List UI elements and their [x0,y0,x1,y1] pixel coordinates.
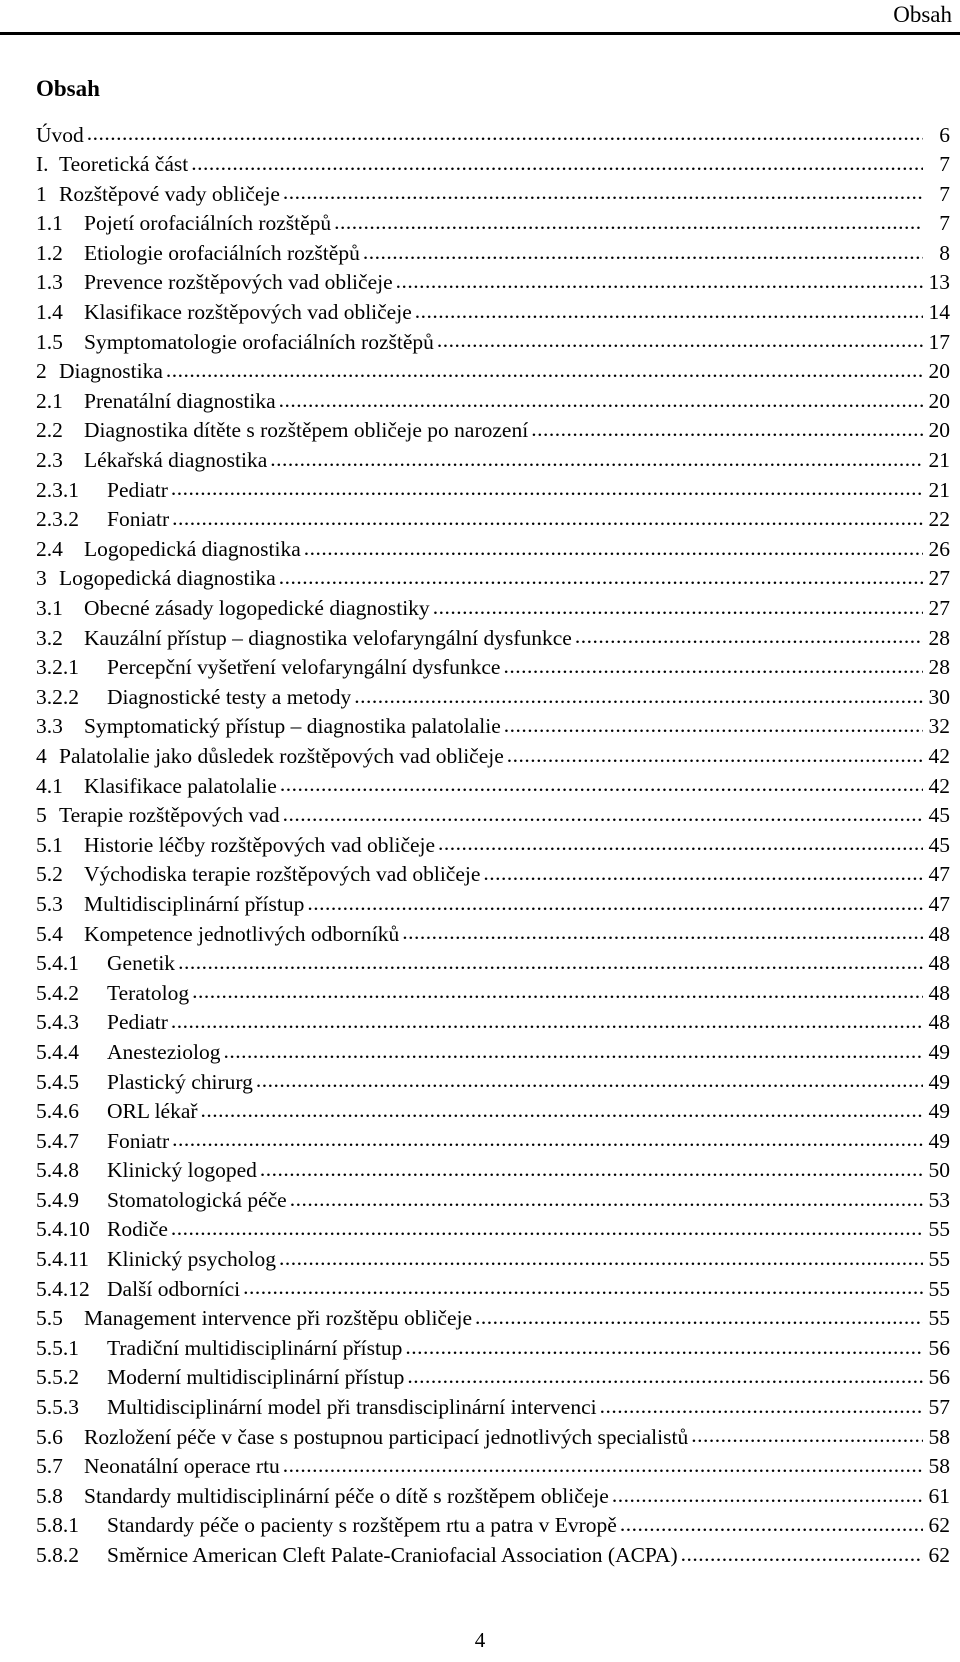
toc-entry-number: 2.3.1 [36,477,79,502]
toc-dot-leader [283,801,923,823]
toc-entry[interactable] [36,1274,950,1304]
toc-entry-number: 5.4.12 [36,1276,90,1301]
toc-entry-page: 20 [928,359,950,384]
toc-entry[interactable] [36,801,950,831]
toc-dot-leader [290,1185,923,1207]
toc-entry-title: Etiologie orofaciálních rozštěpů [84,240,360,265]
toc-heading: Obsah [36,76,100,101]
toc-entry[interactable] [36,712,950,742]
toc-dot-leader [405,1333,923,1355]
toc-entry-page: 47 [928,862,950,887]
toc-dot-leader [438,830,923,852]
toc-dot-leader [192,978,923,1000]
toc-entry-page: 48 [928,951,950,976]
toc-entry-page: 28 [928,625,950,650]
toc-entry-page: 62 [928,1543,950,1567]
toc-entry-number: 5.4.8 [36,1158,79,1183]
table-of-contents [36,120,950,1570]
toc-entry-page: 57 [928,1395,950,1420]
toc-dot-leader [691,1422,923,1444]
toc-entry-title: Diagnostika dítěte s rozštěpem obličeje po narození [84,418,529,443]
toc-entry[interactable] [36,268,950,298]
toc-entry-number: 1.2 [36,240,63,265]
toc-entry-title: Rodiče [107,1217,168,1242]
toc-entry[interactable] [36,741,950,771]
toc-entry-title: Terapie rozštěpových vad [59,803,280,828]
toc-entry-number: 3.2 [36,625,63,650]
toc-dot-leader [172,505,923,527]
toc-entry-page: 61 [928,1483,950,1508]
toc-entry-page: 42 [928,743,950,768]
toc-entry-number: 3 [36,566,47,591]
toc-entry-number: 1.4 [36,300,63,325]
toc-entry-title: Prevence rozštěpových vad obličeje [84,270,393,295]
toc-entry-number: 5.5.2 [36,1365,79,1390]
toc-entry-page: 17 [928,329,950,354]
toc-entry-title: Palatolalie jako důsledek rozštěpových vad obličeje [59,743,504,768]
toc-entry-page: 8 [939,240,950,265]
toc-dot-leader [256,1067,923,1089]
toc-entry-page: 55 [928,1306,950,1331]
toc-entry-number: 5.4.3 [36,1010,79,1035]
toc-dot-leader [260,1156,923,1178]
running-header-title: Obsah [893,2,952,27]
toc-entry[interactable] [36,653,950,683]
toc-dot-leader [600,1393,923,1415]
toc-entry-page: 21 [928,448,950,473]
toc-entry-page: 22 [928,507,950,532]
toc-entry[interactable] [36,889,950,919]
toc-entry[interactable] [36,1008,950,1038]
toc-entry-number: 2.1 [36,388,63,413]
toc-dot-leader [166,357,923,379]
toc-entry-number: 5.4.2 [36,980,79,1005]
toc-entry-title: Historie léčby rozštěpových vad obličeje [84,832,436,857]
toc-entry-title: Moderní multidisciplinární přístup [107,1365,405,1390]
toc-entry[interactable] [36,534,950,564]
toc-entry-number: 5.5 [36,1306,63,1331]
toc-entry-title: Genetik [107,951,176,976]
toc-entry-page: 55 [928,1276,950,1301]
toc-entry-title: Prenatální diagnostika [84,388,276,413]
toc-entry-number: 5.4.6 [36,1099,79,1124]
toc-entry-number: 1.1 [36,211,63,236]
toc-entry[interactable] [36,1422,950,1452]
page-number: 4 [474,1628,486,1652]
toc-entry[interactable] [36,1067,950,1097]
toc-dot-leader [279,564,923,586]
toc-entry[interactable] [36,1304,950,1334]
toc-entry-title: Symptomatický přístup – diagnostika palatolalie [84,714,501,739]
toc-entry-page: 7 [939,152,950,177]
toc-entry[interactable] [36,505,950,535]
toc-entry-page: 45 [928,832,950,857]
toc-entry-page: 13 [928,270,950,295]
toc-entry-page: 7 [939,181,950,206]
toc-dot-leader [354,682,923,704]
toc-entry-page: 50 [928,1158,950,1183]
toc-entry-page: 49 [928,1069,950,1094]
toc-entry[interactable] [36,475,950,505]
toc-entry-page: 30 [928,684,950,709]
toc-entry-number: 5.4.10 [36,1217,90,1242]
toc-entry[interactable] [36,978,950,1008]
toc-entry[interactable] [36,771,950,801]
toc-dot-leader [433,594,923,616]
toc-entry-page: 53 [928,1187,950,1212]
toc-entry-number: 2.2 [36,418,63,443]
toc-entry-title: Multidisciplinární přístup [84,891,305,916]
toc-entry-title: Diagnostické testy a metody [107,684,352,709]
toc-entry[interactable] [36,830,950,860]
toc-entry[interactable] [36,416,950,446]
toc-entry-title: Obecné zásady logopedické diagnostiky [84,596,430,620]
toc-dot-leader [283,179,923,201]
toc-entry-page: 49 [928,1099,950,1124]
toc-dot-leader [575,623,923,645]
toc-entry-number: 5.8.1 [36,1513,79,1538]
toc-entry[interactable] [36,1333,950,1363]
toc-entry-number: 3.3 [36,714,63,739]
toc-dot-leader [280,771,923,793]
toc-entry-number: 5 [36,803,47,828]
toc-entry-page: 49 [928,1128,950,1153]
toc-entry-number: 2.4 [36,536,63,561]
toc-dot-leader [171,1008,923,1030]
toc-entry-number: 2.3 [36,448,63,473]
toc-entry-number: 3.2.2 [36,684,79,709]
toc-entry-title: Diagnostika [59,359,163,384]
toc-entry-title: Klasifikace rozštěpových vad obličeje [84,300,412,325]
toc-entry-title: Neonatální operace rtu [84,1454,280,1479]
toc-entry-page: 45 [928,803,950,828]
toc-entry-number: 5.4.7 [36,1128,79,1153]
toc-entry-page: 42 [928,773,950,798]
toc-dot-leader [172,1126,923,1148]
toc-entry[interactable] [36,1511,950,1541]
toc-entry-page: 48 [928,980,950,1005]
toc-entry-number: 1.3 [36,270,63,295]
toc-entry-title: Lékařská diagnostika [84,448,268,473]
toc-entry[interactable] [36,1185,950,1215]
toc-entry-page: 58 [928,1454,950,1479]
toc-entry[interactable] [36,327,950,357]
toc-entry-title: Plastický chirurg [107,1069,253,1094]
toc-entry[interactable] [36,238,950,268]
toc-entry-page: 58 [928,1424,950,1449]
toc-entry-number: 5.3 [36,891,63,916]
toc-dot-leader [507,741,923,763]
toc-entry-page: 49 [928,1039,950,1064]
toc-dot-leader [279,1245,923,1267]
toc-entry-title: Percepční vyšetření velofaryngální dysfunkce [107,655,501,680]
toc-entry-page: 27 [928,566,950,591]
toc-dot-leader [475,1304,923,1326]
toc-entry-title: Multidisciplinární model při transdisciplinární intervenci [107,1395,597,1420]
toc-entry-number: 5.4.9 [36,1187,79,1212]
toc-entry-number: 5.4 [36,921,63,946]
toc-entry-page: 32 [928,714,950,739]
toc-entry[interactable] [36,120,950,150]
toc-entry-page: 48 [928,1010,950,1035]
toc-entry-title: Úvod [36,122,84,147]
toc-entry-title: Teratolog [107,980,190,1005]
toc-dot-leader [407,1363,923,1385]
toc-entry-title: Rozštěpové vady obličeje [59,181,280,206]
toc-entry-number: 4.1 [36,773,63,798]
toc-entry-title: Management intervence při rozštěpu obličeje [84,1306,473,1331]
toc-entry[interactable] [36,1215,950,1245]
toc-entry-title: Stomatologická péče [107,1187,287,1212]
toc-dot-leader [283,1452,923,1474]
toc-entry-page: 6 [939,122,950,147]
toc-dot-leader [87,120,923,142]
toc-entry[interactable] [36,1097,950,1127]
toc-entry-number: 3.2.1 [36,655,79,680]
toc-entry-title: Rozložení péče v čase s postupnou participací jednotlivých specialistů [84,1424,689,1449]
toc-dot-leader [531,416,923,438]
toc-entry-title: Logopedická diagnostika [84,536,301,561]
toc-entry-number: 5.1 [36,832,63,857]
toc-dot-leader [171,1215,923,1237]
toc-entry-page: 27 [928,596,950,620]
toc-entry-title: Kompetence jednotlivých odborníků [84,921,400,946]
toc-entry[interactable] [36,1481,950,1511]
toc-entry-page: 56 [928,1335,950,1360]
toc-entry-number: 5.4.4 [36,1039,79,1064]
toc-dot-leader [415,298,923,320]
toc-dot-leader [612,1481,923,1503]
toc-entry[interactable] [36,1245,950,1275]
toc-entry-page: 62 [928,1513,950,1538]
toc-entry[interactable] [36,919,950,949]
toc-entry-number: 5.5.3 [36,1395,79,1420]
toc-entry[interactable] [36,1452,950,1482]
toc-dot-leader [171,475,923,497]
toc-dot-leader [304,534,923,556]
toc-entry-number: 1 [36,181,47,206]
toc-dot-leader [402,919,923,941]
toc-entry-number: 2.3.2 [36,507,79,532]
toc-entry[interactable] [36,623,950,653]
toc-entry[interactable] [36,1037,950,1067]
toc-entry-page: 28 [928,655,950,680]
toc-entry-number: 5.7 [36,1454,63,1479]
toc-entry[interactable] [36,150,950,180]
toc-dot-leader [483,860,923,882]
toc-entry-page: 55 [928,1217,950,1242]
toc-entry-title: Standardy péče o pacienty s rozštěpem rtu a patra v Evropě [107,1513,617,1538]
toc-entry-number: 3.1 [36,596,63,620]
toc-entry-number: 4 [36,743,47,768]
toc-dot-leader [681,1541,923,1563]
toc-entry-page: 14 [928,300,950,325]
toc-dot-leader [334,209,923,231]
header-rule [0,32,960,35]
toc-entry-number: 1.5 [36,329,63,354]
toc-entry-title: Standardy multidisciplinární péče o dítě s rozštěpem obličeje [84,1483,609,1508]
toc-entry-title: Klinický psycholog [107,1247,276,1272]
toc-entry-number: 5.2 [36,862,63,887]
toc-entry-title: Logopedická diagnostika [59,566,276,591]
toc-entry-page: 7 [939,211,950,236]
toc-dot-leader [279,386,923,408]
toc-entry-title: Směrnice American Cleft Palate-Craniofacial Association (ACPA) [107,1543,678,1567]
toc-entry-title: Teoretická část [59,152,189,177]
toc-entry-page: 47 [928,891,950,916]
toc-entry-number: 5.8.2 [36,1543,79,1567]
toc-entry[interactable] [36,179,950,209]
toc-entry[interactable] [36,1363,950,1393]
toc-entry-number: 5.6 [36,1424,63,1449]
toc-dot-leader [270,446,923,468]
toc-dot-leader [201,1097,923,1119]
toc-entry[interactable] [36,949,950,979]
toc-entry-title: Klinický logoped [107,1158,257,1183]
toc-dot-leader [437,327,923,349]
toc-dot-leader [307,889,923,911]
toc-entry[interactable] [36,386,950,416]
toc-entry-title: Symptomatologie orofaciálních rozštěpů [84,329,434,354]
toc-entry-number: 5.8 [36,1483,63,1508]
toc-entry-page: 21 [928,477,950,502]
toc-entry-title: ORL lékař [107,1099,198,1124]
toc-entry-title: Pojetí orofaciálních rozštěpů [84,211,332,236]
toc-dot-leader [363,238,923,260]
toc-entry[interactable] [36,357,950,387]
toc-entry-title: Foniatr [107,507,170,532]
toc-entry-number: 5.4.1 [36,951,79,976]
toc-entry-page: 20 [928,418,950,443]
toc-entry[interactable] [36,1156,950,1186]
toc-entry-number: I. [36,152,49,177]
toc-entry-title: Kauzální přístup – diagnostika velofaryngální dysfunkce [84,625,572,650]
toc-dot-leader [243,1274,923,1296]
toc-entry[interactable] [36,860,950,890]
toc-entry-title: Klasifikace palatolalie [84,773,277,798]
toc-dot-leader [223,1037,923,1059]
toc-entry[interactable] [36,594,950,624]
toc-entry-title: Anesteziolog [107,1039,221,1064]
toc-entry-number: 5.4.5 [36,1069,79,1094]
toc-dot-leader [620,1511,923,1533]
toc-dot-leader [178,949,923,971]
toc-entry[interactable] [36,1126,950,1156]
toc-dot-leader [503,653,923,675]
toc-entry[interactable] [36,298,950,328]
toc-entry-title: Pediatr [107,1010,168,1035]
toc-entry-page: 55 [928,1247,950,1272]
toc-dot-leader [504,712,923,734]
toc-entry[interactable] [36,446,950,476]
toc-entry-title: Tradiční multidisciplinární přístup [107,1335,403,1360]
toc-entry[interactable] [36,1541,950,1571]
toc-entry-title: Další odborníci [107,1276,241,1301]
toc-entry-title: Pediatr [107,477,168,502]
toc-entry-number: 5.4.11 [36,1247,89,1272]
toc-entry[interactable] [36,564,950,594]
toc-entry[interactable] [36,682,950,712]
toc-entry[interactable] [36,209,950,239]
toc-entry-title: Východiska terapie rozštěpových vad obličeje [84,862,481,887]
toc-entry-page: 56 [928,1365,950,1390]
toc-entry-number: 2 [36,359,47,384]
toc-dot-leader [191,150,923,172]
toc-entry-number: 5.5.1 [36,1335,79,1360]
toc-dot-leader [396,268,923,290]
toc-entry[interactable] [36,1393,950,1423]
toc-entry-page: 48 [928,921,950,946]
toc-entry-title: Foniatr [107,1128,170,1153]
toc-entry-page: 20 [928,388,950,413]
toc-entry-page: 26 [928,536,950,561]
